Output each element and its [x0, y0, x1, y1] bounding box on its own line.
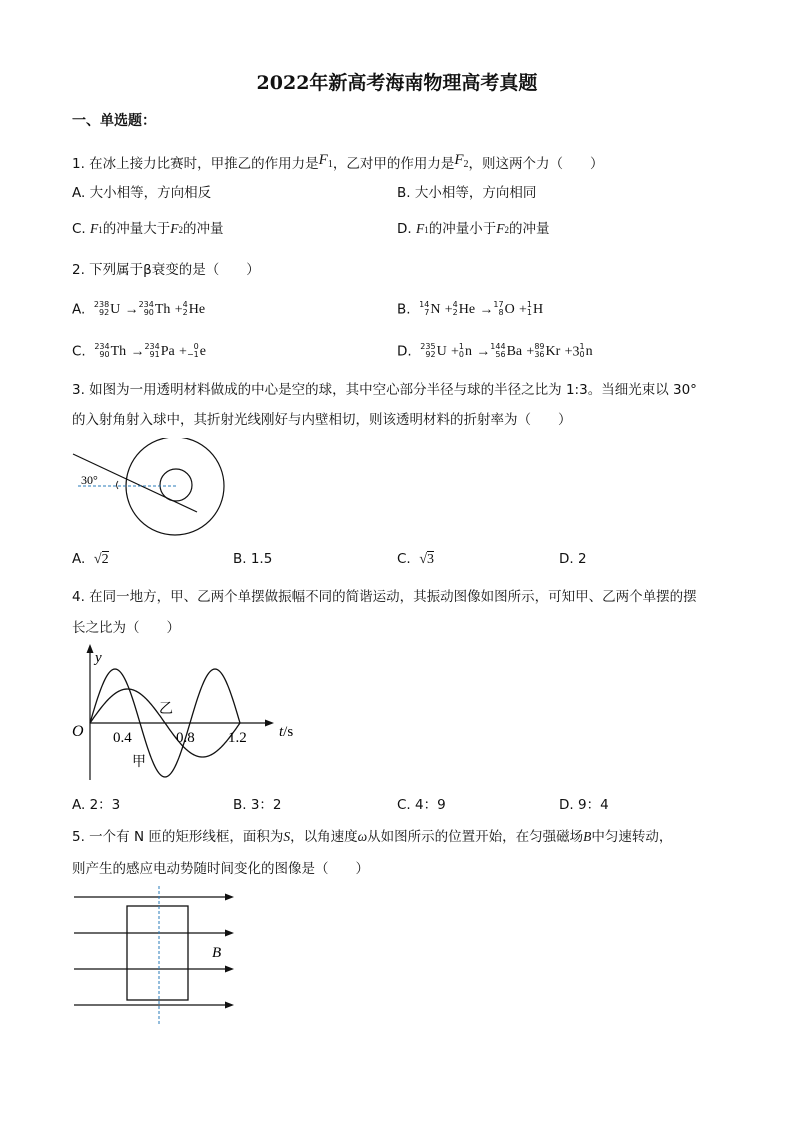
section-heading: 一、单选题：: [72, 113, 156, 129]
q1-d-f2: F: [496, 221, 505, 236]
q1-c-f1: F: [90, 221, 99, 236]
t-axis-arrow: [265, 720, 274, 727]
q3-hollow-sphere-figure: [70, 438, 230, 538]
q1-stem: [72, 151, 604, 174]
q5-coil-in-field-figure: [70, 884, 245, 1026]
q4-option-b[interactable]: B. 3：2: [233, 797, 282, 813]
q1-stem-b: ，乙对甲的作用力是: [332, 156, 455, 172]
sqrt-sign: √: [93, 552, 102, 567]
q2-b-label: B.: [397, 301, 411, 318]
field-label: B: [212, 945, 222, 961]
q3-stem-line2: 的入射角射入球中，其折射光线刚好与内壁相切，则该透明材料的折射率为（ ）: [72, 412, 572, 428]
q1-option-d[interactable]: [397, 220, 549, 239]
q2-c-label: C.: [72, 343, 86, 360]
q4-stem-line2: 长之比为（ ）: [72, 620, 180, 636]
q3-stem-line1: 3. 如图为一用透明材料做成的中心是空的球，其中空心部分半径与球的半径之比为 1:3。当细光束以 30°: [72, 382, 697, 398]
q4-option-d[interactable]: D. 9：4: [559, 797, 609, 813]
q1-d-f2-sub: 2: [504, 225, 509, 235]
q1-option-c[interactable]: [72, 220, 224, 239]
q1-f1-sub: 1: [327, 159, 333, 170]
q2-option-a[interactable]: A. 238 92 U → 234 90 Th + 4 2 He: [72, 300, 206, 318]
field-lines: [74, 894, 234, 1009]
angle-label: 30°: [81, 473, 98, 487]
q1-c-f2-sub: 2: [178, 225, 184, 235]
page-title: 2022年新高考海南物理高考真题: [256, 72, 538, 94]
q2-option-d[interactable]: D. 235 92 U + 1 0 n → 144 56 Ba + 89 36 Kr +3 1 0 n: [397, 342, 593, 360]
q1-c-f1-sub: 1: [98, 225, 103, 235]
q1-d-f1: F: [415, 221, 425, 236]
q1-d-text: 的冲量小于: [428, 221, 497, 237]
q1-c-text: 的冲量大于: [102, 221, 171, 237]
q1-c-text2: 的冲量: [183, 221, 224, 237]
q1-f1: F: [318, 152, 328, 168]
q1-option-b[interactable]: B. 大小相等，方向相同: [397, 185, 537, 201]
q3-option-b[interactable]: B. 1.5: [233, 551, 273, 567]
q1-f2: F: [454, 152, 464, 168]
label-jia: 甲: [132, 755, 146, 770]
q3-option-c[interactable]: C. √3: [397, 551, 434, 567]
q5-stem-line2: 则产生的感应电动势随时间变化的图像是（ ）: [72, 861, 369, 877]
y-axis-label: y: [95, 650, 102, 666]
tick-0-4: 0.4: [113, 730, 132, 746]
rectangular-coil: [127, 906, 188, 1000]
q2-option-c[interactable]: C. 234 90 Th → 234 91 Pa + 0 −1 e: [72, 342, 206, 360]
q1-d-text2: 的冲量: [508, 221, 550, 237]
q2-option-b[interactable]: B. 14 7 N + 4 2 He → 17 8 O + 1 1 H: [397, 300, 544, 318]
q1-stem-c: ，则这两个力（ ）: [468, 156, 604, 172]
q1-d-label: D.: [397, 221, 416, 237]
q4-stem-line1: 4. 在同一地方，甲、乙两个单摆做振幅不同的简谐运动，其振动图像如图所示，可知甲、乙两个单摆的摆: [72, 589, 697, 605]
label-yi: 乙: [159, 702, 173, 717]
q1-stem-a: 1. 在冰上接力比赛时，甲推乙的作用力是: [72, 156, 319, 172]
tick-1-2: 1.2: [228, 730, 247, 746]
q1-option-a[interactable]: A. 大小相等，方向相反: [72, 185, 212, 201]
q2-stem: 2. 下列属于β衰变的是（ ）: [72, 262, 260, 278]
sqrt-sign: √: [419, 552, 427, 567]
t-axis-label: t/s: [279, 724, 294, 740]
origin-label: O: [72, 723, 84, 740]
q1-d-f1-sub: 1: [424, 225, 429, 235]
q1-c-f2: F: [170, 221, 179, 236]
q4-option-c[interactable]: C. 4：9: [397, 797, 446, 813]
q2-d-label: D.: [397, 343, 412, 360]
y-axis-arrow: [87, 644, 94, 653]
tick-0-8: 0.8: [176, 730, 195, 746]
angle-arc: [117, 481, 119, 489]
q5-stem-line1: 5. 一个有 N 匝的矩形线框，面积为S，以角速度ω从如图所示的位置开始，在匀强磁场B中匀速转动，: [72, 829, 673, 845]
q1-c-label: C.: [72, 221, 91, 237]
inner-circle: [160, 469, 192, 501]
q2-a-label: A.: [72, 301, 86, 318]
q3-option-d[interactable]: D. 2: [559, 551, 587, 567]
q4-option-a[interactable]: A. 2：3: [72, 797, 121, 813]
q1-f2-sub: 2: [463, 159, 469, 170]
q3-option-a[interactable]: A. √2: [72, 551, 109, 567]
q4-vibration-graph: [68, 642, 308, 790]
